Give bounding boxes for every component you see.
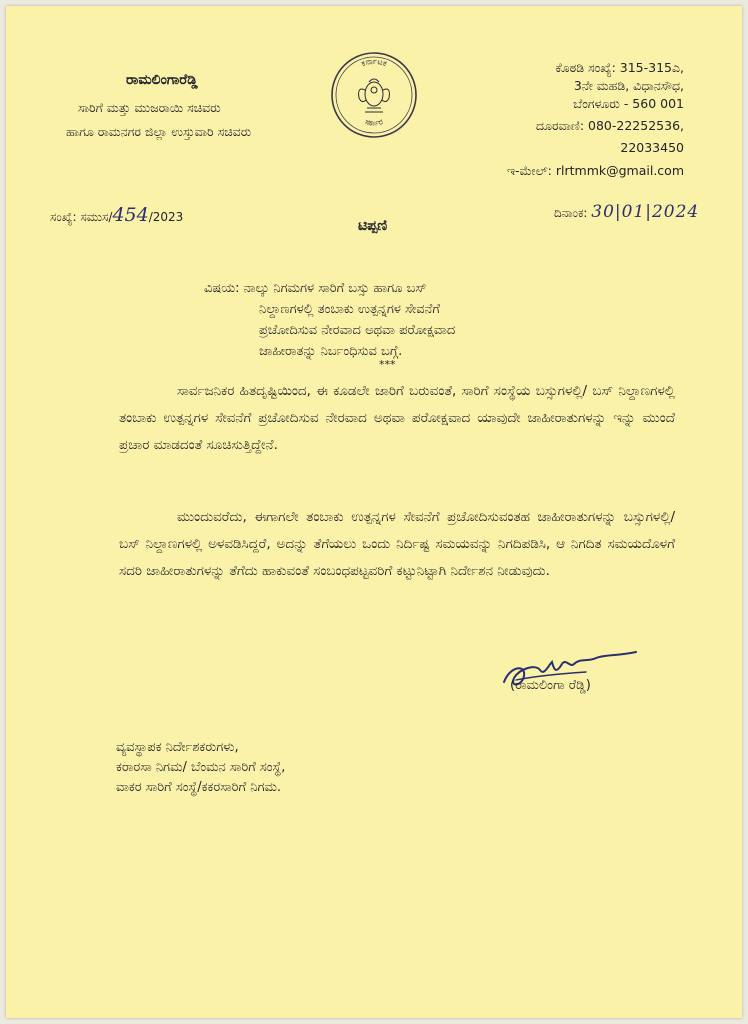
recipient-line: ವಾಕರ ಸಾರಿಗೆ ಸಂಸ್ಥೆ/ಕಕರಸಾರಿಗೆ ನಿಗಮ.	[116, 780, 281, 795]
government-seal-emblem	[329, 50, 419, 140]
address-city: ಬೆಂಗಳೂರು - 560 001	[573, 96, 684, 111]
date-handwritten-value: 30|01|2024	[591, 202, 700, 222]
address-email: ಇ-ಮೇಲ್: rlrtmmk@gmail.com	[506, 163, 684, 178]
section-separator: ***	[379, 358, 396, 371]
recipients-block	[116, 738, 285, 798]
signatory-name: (ರಾಮಲಿಂಗಾ ರೆಡ್ಡಿ)	[510, 678, 591, 693]
recipient-line: ವ್ಯವಸ್ಥಾಪಕ ನಿರ್ದೇಶಕರುಗಳು,	[116, 740, 239, 755]
sender-designation-additional: ಹಾಗೂ ರಾಮನಗರ ಜಿಲ್ಲಾ ಉಸ್ತುವಾರಿ ಸಚಿವರು	[66, 124, 252, 139]
date-label: ದಿನಾಂಕ:	[554, 206, 588, 220]
body-paragraph	[119, 378, 675, 459]
body-paragraph	[119, 504, 675, 585]
sender-designation: ಸಾರಿಗೆ ಮತ್ತು ಮುಜರಾಯಿ ಸಚಿವರು	[78, 100, 221, 115]
address-phone-alt: 22033450	[620, 140, 684, 155]
svg-text:ಸರ್ಕಾರ	[364, 117, 384, 127]
subject-line: ವಿಷಯ: ನಾಲ್ಕು ನಿಗಮಗಳ ಸಾರಿಗೆ ಬಸ್ಸು ಹಾಗೂ ಬಸ್	[204, 281, 427, 296]
sender-name: ರಾಮಲಿಂಗಾರೆಡ್ಡಿ	[126, 72, 198, 88]
address-phone: ದೂರವಾಣಿ: 080-22252536,	[535, 118, 684, 133]
subject-line: ಪ್ರಚೋದಿಸುವ ನೇರವಾದ ಅಥವಾ ಪರೋಕ್ಷವಾದ	[259, 323, 456, 338]
reference-year: /2023	[148, 210, 184, 224]
reference-handwritten-number: 454	[112, 204, 149, 226]
subject-block	[204, 278, 624, 362]
date-field	[554, 202, 699, 222]
address-room: ಕೊಠಡಿ ಸಂಖ್ಯೆ: 315-315ಎ,	[555, 60, 684, 75]
paragraph-text: ಸಾರ್ವಜನಿಕರ ಹಿತದೃಷ್ಟಿಯಿಂದ, ಈ ಕೂಡಲೇ ಜಾರಿಗೆ ಬರುವಂತೆ, ಸಾರಿಗೆ ಸಂಸ್ಥೆಯ ಬಸ್ಸುಗಳಲ್ಲಿ/ ಬಸ್ ನಿಲ್ದಾಣಗಳಲ್ಲಿ ತಂಬಾಕು ಉತ್ಪನ್ನಗಳ ಸೇವನೆಗೆ ಪ್ರಚೋದಿಸುವ ನೇರವಾದ ಅಥವಾ ಪರೋಕ್ಷವಾದ ಯಾವುದೇ ಜಾಹೀರಾತುಗಳನ್ನು ಇನ್ನು ಮುಂದೆ ಪ್ರಚಾರ ಮಾಡದಂತೆ ಸೂಚಿಸುತ್ತಿದ್ದೇನೆ.	[119, 383, 675, 453]
seal-top-text: ಕರ್ನಾಟಕ	[360, 56, 388, 69]
subject-line: ಜಾಹೀರಾತನ್ನು ನಿರ್ಬಂಧಿಸುವ ಬಗ್ಗೆ.	[259, 344, 403, 359]
letter-page	[6, 6, 742, 1018]
seal-bottom-text: ಸರ್ಕಾರ	[364, 117, 384, 128]
recipient-line: ಕರಾರಸಾ ನಿಗಮ/ ಬೆಂಮನ ಸಾರಿಗೆ ಸಂಸ್ಥೆ,	[116, 760, 286, 775]
paragraph-text: ಮುಂದುವರೆದು, ಈಗಾಗಲೇ ತಂಬಾಕು ಉತ್ಪನ್ನಗಳ ಸೇವನೆಗೆ ಪ್ರಚೋದಿಸುವಂತಹ ಜಾಹೀರಾತುಗಳನ್ನು ಬಸ್ಸುಗಳಲ್ಲಿ/ ಬಸ್ ನಿಲ್ದಾಣಗಳಲ್ಲಿ ಅಳವಡಿಸಿದ್ದರೆ, ಅದನ್ನು ತೆಗೆಯಲು ಒಂದು ನಿರ್ದಿಷ್ಟ ಸಮಯವನ್ನು ನಿಗದಿಪಡಿಸಿ, ಆ ನಿಗದಿತ ಸಮಯದೊಳಗೆ ಸದರಿ ಜಾಹೀರಾತುಗಳನ್ನು ತೆಗೆದು ಹಾಕುವಂತೆ ಸಂಬಂಧಪಟ್ಟವರಿಗೆ ಕಟ್ಟುನಿಟ್ಟಾಗಿ ನಿರ್ದೇಶನ ನೀಡುವುದು.	[119, 509, 675, 579]
reference-number	[50, 204, 183, 226]
reference-prefix: ಸಂಖ್ಯೆ: ಸಮುಸ/	[50, 210, 113, 224]
document-heading: ಟಿಪ್ಪಣಿ	[358, 218, 388, 234]
subject-line: ನಿಲ್ದಾಣಗಳಲ್ಲಿ ತಂಬಾಕು ಉತ್ಪನ್ನಗಳ ಸೇವನೆಗೆ	[259, 302, 440, 317]
address-floor: 3ನೇ ಮಹಡಿ, ವಿಧಾನಸೌಧ,	[573, 78, 684, 93]
